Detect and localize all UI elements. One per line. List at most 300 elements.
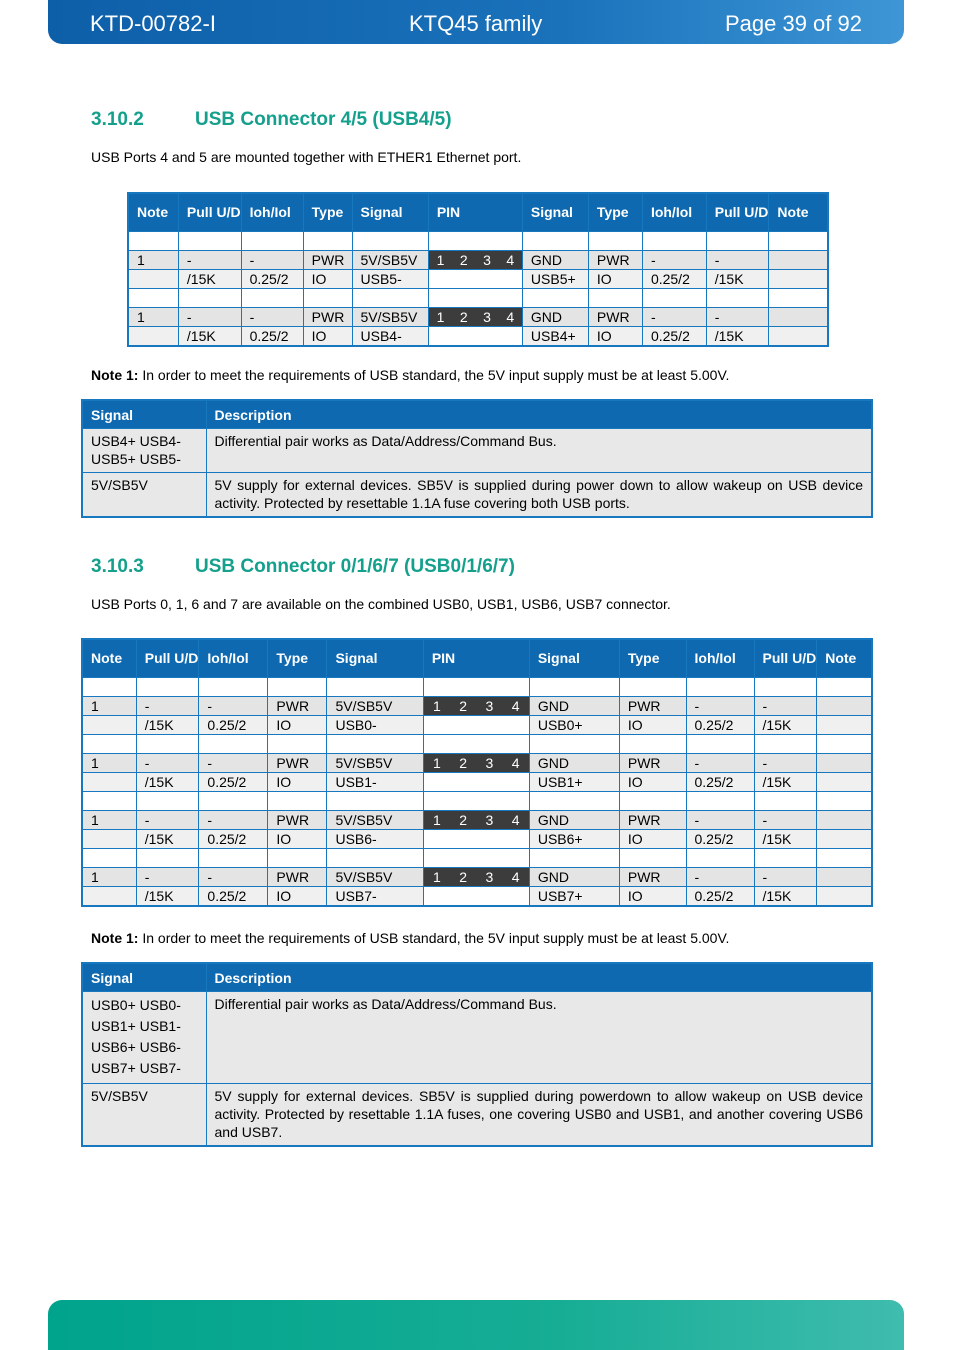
- pin-cell: PWR: [268, 811, 327, 830]
- column-header: Pull U/D: [178, 193, 241, 232]
- pin-cell: IO: [588, 270, 642, 289]
- column-header: Type: [588, 193, 642, 232]
- column-header: Description: [206, 963, 872, 992]
- pin-cell: USB1-: [327, 773, 423, 792]
- column-header: Ioh/Iol: [642, 193, 706, 232]
- pin-cell: USB6+: [529, 830, 619, 849]
- document-id: KTD-00782-I: [90, 11, 216, 36]
- pin-number: [429, 327, 452, 345]
- pin-number: [424, 830, 450, 848]
- pin-cell: /15K: [178, 270, 241, 289]
- pin-cell: IO: [619, 887, 686, 907]
- signal-name: 5V/SB5V: [91, 1088, 148, 1104]
- section-title: USB Connector 0/1/6/7 (USB0/1/6/7): [195, 556, 515, 577]
- column-header: Ioh/Iol: [686, 639, 754, 678]
- column-header: Ioh/Iol: [241, 193, 303, 232]
- pin-cell: USB4-: [352, 327, 428, 347]
- pin-cell: GND: [522, 308, 588, 327]
- pin-number-cell: [428, 308, 522, 327]
- pin-cell: -: [136, 811, 199, 830]
- pin-number-cell: [423, 868, 529, 887]
- pin-number: 3: [476, 697, 502, 715]
- pin-cell: /15K: [754, 887, 817, 907]
- pin-cell: GND: [529, 811, 619, 830]
- empty-cell: [619, 735, 686, 754]
- pin-number: 3: [476, 811, 502, 829]
- description-row: [82, 1084, 872, 1147]
- empty-cell: [754, 735, 817, 754]
- pin-cell: IO: [268, 887, 327, 907]
- description-cell: Differential pair works as Data/Address/Command Bus.: [206, 992, 872, 1084]
- pin-cell: IO: [619, 773, 686, 792]
- pin-cell: [817, 754, 872, 773]
- signal-description-table-usb0167: [81, 962, 873, 1147]
- pin-number: [424, 773, 450, 791]
- pin-number: 2: [450, 811, 476, 829]
- pin-cell: 5V/SB5V: [327, 868, 423, 887]
- pin-cell: 1: [82, 868, 136, 887]
- empty-cell: [268, 735, 327, 754]
- empty-cell: [686, 735, 754, 754]
- empty-cell: [619, 792, 686, 811]
- pin-cell: [817, 811, 872, 830]
- pin-cell: PWR: [303, 251, 352, 270]
- pin-number: 3: [475, 308, 498, 326]
- empty-cell: [529, 735, 619, 754]
- product-family: KTQ45 family: [409, 11, 543, 36]
- pin-cell: GND: [529, 868, 619, 887]
- pin-number: 2: [452, 251, 475, 269]
- pin-row: [82, 830, 872, 849]
- pin-cell: -: [706, 308, 769, 327]
- column-header: Signal: [327, 639, 423, 678]
- description-row: [82, 992, 872, 1084]
- pin-numbers: [424, 754, 529, 772]
- pin-number: 4: [503, 697, 529, 715]
- empty-cell: [754, 792, 817, 811]
- empty-cell: [178, 289, 241, 308]
- pin-number: [475, 270, 498, 288]
- empty-cell: [642, 232, 706, 251]
- spacer-row: [82, 678, 872, 697]
- pin-numbers: [424, 716, 529, 734]
- pin-number-cell: [423, 887, 529, 907]
- pin-number-cell: [423, 773, 529, 792]
- pin-row: [82, 773, 872, 792]
- pin-cell: -: [199, 811, 268, 830]
- note-text: In order to meet the requirements of USB standard, the 5V input supply must be at least 5.00V.: [138, 367, 730, 383]
- pin-number: [499, 327, 522, 345]
- pin-number: 3: [476, 868, 502, 886]
- section-title: USB Connector 4/5 (USB4/5): [195, 109, 452, 130]
- empty-cell: [754, 849, 817, 868]
- signal-cell: [82, 429, 206, 473]
- pin-cell: 0.25/2: [686, 830, 754, 849]
- pin-cell: IO: [268, 830, 327, 849]
- empty-cell: [619, 678, 686, 697]
- empty-cell: [817, 792, 872, 811]
- empty-cell: [136, 678, 199, 697]
- column-header: Signal: [522, 193, 588, 232]
- section-intro: USB Ports 4 and 5 are mounted together with ETHER1 Ethernet port.: [91, 149, 522, 165]
- pin-number-cell: [423, 830, 529, 849]
- pin-cell: IO: [303, 327, 352, 347]
- empty-cell: [178, 232, 241, 251]
- pin-number-cell: [423, 811, 529, 830]
- pin-cell: [817, 697, 872, 716]
- column-header: Note: [128, 193, 178, 232]
- column-header: Note: [82, 639, 136, 678]
- pin-cell: 0.25/2: [642, 327, 706, 347]
- pin-cell: PWR: [588, 308, 642, 327]
- pin-cell: [82, 830, 136, 849]
- pin-row: [128, 270, 828, 289]
- pin-numbers: [429, 327, 522, 345]
- empty-cell: [619, 849, 686, 868]
- signal-name: USB4+ USB4-: [91, 433, 181, 449]
- empty-cell: [642, 289, 706, 308]
- pin-cell: PWR: [619, 868, 686, 887]
- pin-cell: /15K: [706, 327, 769, 347]
- pin-cell: 1: [82, 697, 136, 716]
- pin-cell: USB5-: [352, 270, 428, 289]
- empty-cell: [529, 849, 619, 868]
- signal-name: USB6+ USB6-: [91, 1039, 181, 1055]
- description-cell: Differential pair works as Data/Address/Command Bus.: [206, 429, 872, 473]
- empty-cell: [686, 678, 754, 697]
- pin-cell: PWR: [588, 251, 642, 270]
- pin-cell: /15K: [754, 716, 817, 735]
- empty-cell: [199, 849, 268, 868]
- pin-cell: -: [136, 697, 199, 716]
- pin-cell: [769, 327, 828, 347]
- pin-number: 1: [424, 868, 450, 886]
- pin-number: [429, 270, 452, 288]
- pin-cell: -: [178, 308, 241, 327]
- pin-number: 4: [499, 251, 522, 269]
- empty-cell: [268, 849, 327, 868]
- pin-number: [503, 716, 529, 734]
- pin-cell: -: [686, 868, 754, 887]
- empty-cell: [522, 232, 588, 251]
- signal-name: 5V/SB5V: [91, 477, 148, 493]
- pin-row: [128, 308, 828, 327]
- pin-numbers: [429, 308, 522, 326]
- pin-cell: USB4+: [522, 327, 588, 347]
- pin-number: [450, 830, 476, 848]
- empty-cell: [529, 792, 619, 811]
- pin-numbers: [429, 270, 522, 288]
- pin-cell: IO: [303, 270, 352, 289]
- pin-row: [82, 697, 872, 716]
- pin-table-usb45: [127, 192, 829, 347]
- pin-cell: 0.25/2: [199, 887, 268, 907]
- empty-cell: [136, 735, 199, 754]
- pin-numbers: [424, 773, 529, 791]
- pin-cell: 0.25/2: [241, 327, 303, 347]
- pin-number: [450, 773, 476, 791]
- pin-cell: 0.25/2: [199, 773, 268, 792]
- pin-cell: 1: [128, 308, 178, 327]
- pin-cell: IO: [619, 830, 686, 849]
- empty-cell: [199, 735, 268, 754]
- pin-cell: GND: [529, 754, 619, 773]
- pin-cell: /15K: [754, 830, 817, 849]
- pin-cell: /15K: [136, 887, 199, 907]
- column-header: Ioh/Iol: [199, 639, 268, 678]
- empty-cell: [136, 849, 199, 868]
- pin-cell: [817, 868, 872, 887]
- pin-cell: USB5+: [522, 270, 588, 289]
- pin-cell: 1: [82, 754, 136, 773]
- pin-cell: -: [199, 697, 268, 716]
- empty-cell: [769, 289, 828, 308]
- pin-number: 3: [476, 754, 502, 772]
- pin-cell: [817, 773, 872, 792]
- pin-cell: USB6-: [327, 830, 423, 849]
- pin-numbers: [424, 830, 529, 848]
- pin-number: [452, 327, 475, 345]
- pin-cell: PWR: [268, 868, 327, 887]
- pin-number-cell: [423, 716, 529, 735]
- pin-cell: GND: [522, 251, 588, 270]
- description-row: [82, 429, 872, 473]
- pin-cell: /15K: [178, 327, 241, 347]
- signal-name: USB5+ USB5-: [91, 451, 181, 467]
- empty-cell: [303, 289, 352, 308]
- empty-cell: [686, 792, 754, 811]
- column-header: Signal: [82, 400, 206, 429]
- pin-table-header-row: [128, 193, 828, 232]
- pin-number: [450, 716, 476, 734]
- pin-number: [450, 887, 476, 905]
- pin-cell: 0.25/2: [686, 716, 754, 735]
- pin-cell: IO: [268, 773, 327, 792]
- column-header: Signal: [529, 639, 619, 678]
- empty-cell: [327, 678, 423, 697]
- column-header: Type: [619, 639, 686, 678]
- empty-cell: [817, 678, 872, 697]
- pin-table-header-row: [82, 639, 872, 678]
- section-intro: USB Ports 0, 1, 6 and 7 are available on the combined USB0, USB1, USB6, USB7 connector.: [91, 596, 671, 612]
- spacer-row: [128, 289, 828, 308]
- pin-number: [503, 830, 529, 848]
- column-header: Pull U/D: [706, 193, 769, 232]
- pin-cell: PWR: [303, 308, 352, 327]
- section-heading-usb0167: [91, 556, 515, 578]
- pin-number: 1: [429, 308, 452, 326]
- empty-cell: [588, 232, 642, 251]
- pin-number: [424, 887, 450, 905]
- empty-cell: [82, 792, 136, 811]
- pin-cell: 0.25/2: [686, 887, 754, 907]
- pin-numbers: [424, 811, 529, 829]
- pin-cell: [128, 270, 178, 289]
- pin-number: 2: [450, 754, 476, 772]
- pin-numbers: [424, 868, 529, 886]
- pin-numbers: [424, 887, 529, 905]
- pin-cell: 0.25/2: [199, 830, 268, 849]
- pin-cell: /15K: [706, 270, 769, 289]
- pin-cell: 0.25/2: [199, 716, 268, 735]
- pin-cell: 5V/SB5V: [352, 251, 428, 270]
- section-number: 3.10.2: [91, 109, 144, 130]
- empty-cell: [241, 289, 303, 308]
- pin-cell: [769, 308, 828, 327]
- pin-number: 4: [503, 868, 529, 886]
- empty-cell: [241, 232, 303, 251]
- pin-cell: 5V/SB5V: [327, 754, 423, 773]
- usb-supply-note: [91, 367, 729, 383]
- pin-cell: -: [642, 308, 706, 327]
- pin-number-cell: [428, 251, 522, 270]
- pin-cell: USB1+: [529, 773, 619, 792]
- signal-name: USB7+ USB7-: [91, 1060, 181, 1076]
- pin-cell: -: [178, 251, 241, 270]
- pin-number: 2: [452, 308, 475, 326]
- empty-cell: [352, 289, 428, 308]
- column-header: Type: [303, 193, 352, 232]
- pin-cell: 5V/SB5V: [327, 811, 423, 830]
- pin-number: [452, 270, 475, 288]
- pin-number: 3: [475, 251, 498, 269]
- pin-cell: /15K: [754, 773, 817, 792]
- pin-cell: [128, 327, 178, 347]
- pin-cell: -: [686, 754, 754, 773]
- pin-cell: -: [754, 811, 817, 830]
- column-header: Pull U/D: [754, 639, 817, 678]
- pin-cell: IO: [588, 327, 642, 347]
- pin-table-usb0167: [81, 638, 873, 907]
- empty-cell: [423, 792, 529, 811]
- pin-number: [424, 716, 450, 734]
- pin-number: [476, 716, 502, 734]
- signal-cell: [82, 992, 206, 1084]
- pin-cell: 1: [82, 811, 136, 830]
- empty-cell: [706, 232, 769, 251]
- pin-cell: [769, 251, 828, 270]
- page-footer: [48, 1300, 904, 1350]
- pin-row: [82, 811, 872, 830]
- signal-name: USB1+ USB1-: [91, 1018, 181, 1034]
- pin-number: [503, 773, 529, 791]
- pin-cell: -: [199, 754, 268, 773]
- pin-number-cell: [423, 697, 529, 716]
- column-header: Note: [769, 193, 828, 232]
- pin-number: 4: [499, 308, 522, 326]
- pin-number: [499, 270, 522, 288]
- empty-cell: [327, 735, 423, 754]
- pin-cell: USB7-: [327, 887, 423, 907]
- pin-number: 1: [424, 754, 450, 772]
- pin-number: 1: [424, 697, 450, 715]
- spacer-row: [82, 849, 872, 868]
- pin-cell: /15K: [136, 830, 199, 849]
- pin-cell: USB7+: [529, 887, 619, 907]
- empty-cell: [817, 849, 872, 868]
- pin-cell: -: [706, 251, 769, 270]
- empty-cell: [423, 735, 529, 754]
- empty-cell: [706, 289, 769, 308]
- pin-number: [476, 830, 502, 848]
- pin-number: [475, 327, 498, 345]
- description-cell: 5V supply for external devices. SB5V is supplied during power down to allow wakeup on USB device activity. Protected by resettable 1.1A fuse covering both USB ports.: [206, 473, 872, 518]
- pin-cell: IO: [619, 716, 686, 735]
- column-header: Signal: [82, 963, 206, 992]
- empty-cell: [423, 849, 529, 868]
- pin-cell: -: [754, 754, 817, 773]
- pin-number-cell: [423, 754, 529, 773]
- page-number: Page 39 of 92: [724, 11, 862, 36]
- pin-numbers: [424, 697, 529, 715]
- empty-cell: [423, 678, 529, 697]
- pin-cell: -: [642, 251, 706, 270]
- pin-cell: 0.25/2: [241, 270, 303, 289]
- section-number: 3.10.3: [91, 556, 144, 577]
- pin-cell: [82, 887, 136, 907]
- empty-cell: [128, 289, 178, 308]
- pin-row: [82, 868, 872, 887]
- pin-cell: USB0-: [327, 716, 423, 735]
- empty-cell: [82, 735, 136, 754]
- description-header-row: [82, 400, 872, 429]
- pin-number: 1: [429, 251, 452, 269]
- pin-cell: /15K: [136, 773, 199, 792]
- pin-cell: GND: [529, 697, 619, 716]
- pin-number-cell: [428, 270, 522, 289]
- pin-cell: -: [686, 697, 754, 716]
- note-text: In order to meet the requirements of USB standard, the 5V input supply must be at least 5.00V.: [138, 930, 730, 946]
- pin-cell: -: [199, 868, 268, 887]
- pin-cell: USB0+: [529, 716, 619, 735]
- empty-cell: [82, 849, 136, 868]
- spacer-row: [128, 232, 828, 251]
- pin-row: [128, 251, 828, 270]
- pin-number: 2: [450, 868, 476, 886]
- pin-cell: [817, 887, 872, 907]
- pin-cell: /15K: [136, 716, 199, 735]
- column-header: Description: [206, 400, 872, 429]
- empty-cell: [529, 678, 619, 697]
- empty-cell: [268, 678, 327, 697]
- pin-row: [82, 887, 872, 907]
- pin-number: 2: [450, 697, 476, 715]
- empty-cell: [268, 792, 327, 811]
- pin-number: [503, 887, 529, 905]
- pin-cell: [817, 716, 872, 735]
- pin-cell: PWR: [268, 697, 327, 716]
- pin-cell: 5V/SB5V: [327, 697, 423, 716]
- pin-cell: 0.25/2: [686, 773, 754, 792]
- signal-description-table-usb45: [81, 399, 873, 518]
- pin-row: [82, 716, 872, 735]
- empty-cell: [199, 792, 268, 811]
- empty-cell: [686, 849, 754, 868]
- section-heading-usb45: [91, 109, 452, 131]
- empty-cell: [588, 289, 642, 308]
- empty-cell: [128, 232, 178, 251]
- pin-number: 4: [503, 754, 529, 772]
- pin-row: [128, 327, 828, 347]
- empty-cell: [428, 289, 522, 308]
- pin-number: 4: [503, 811, 529, 829]
- pin-number: [476, 887, 502, 905]
- empty-cell: [303, 232, 352, 251]
- spacer-row: [82, 792, 872, 811]
- description-cell: 5V supply for external devices. SB5V is supplied during powerdown to allow wakeup on USB device activity. Protected by resettable 1.1A fuses, one covering USB0 and USB1, and another covering USB6 and USB7.: [206, 1084, 872, 1147]
- column-header: Type: [268, 639, 327, 678]
- pin-cell: -: [754, 697, 817, 716]
